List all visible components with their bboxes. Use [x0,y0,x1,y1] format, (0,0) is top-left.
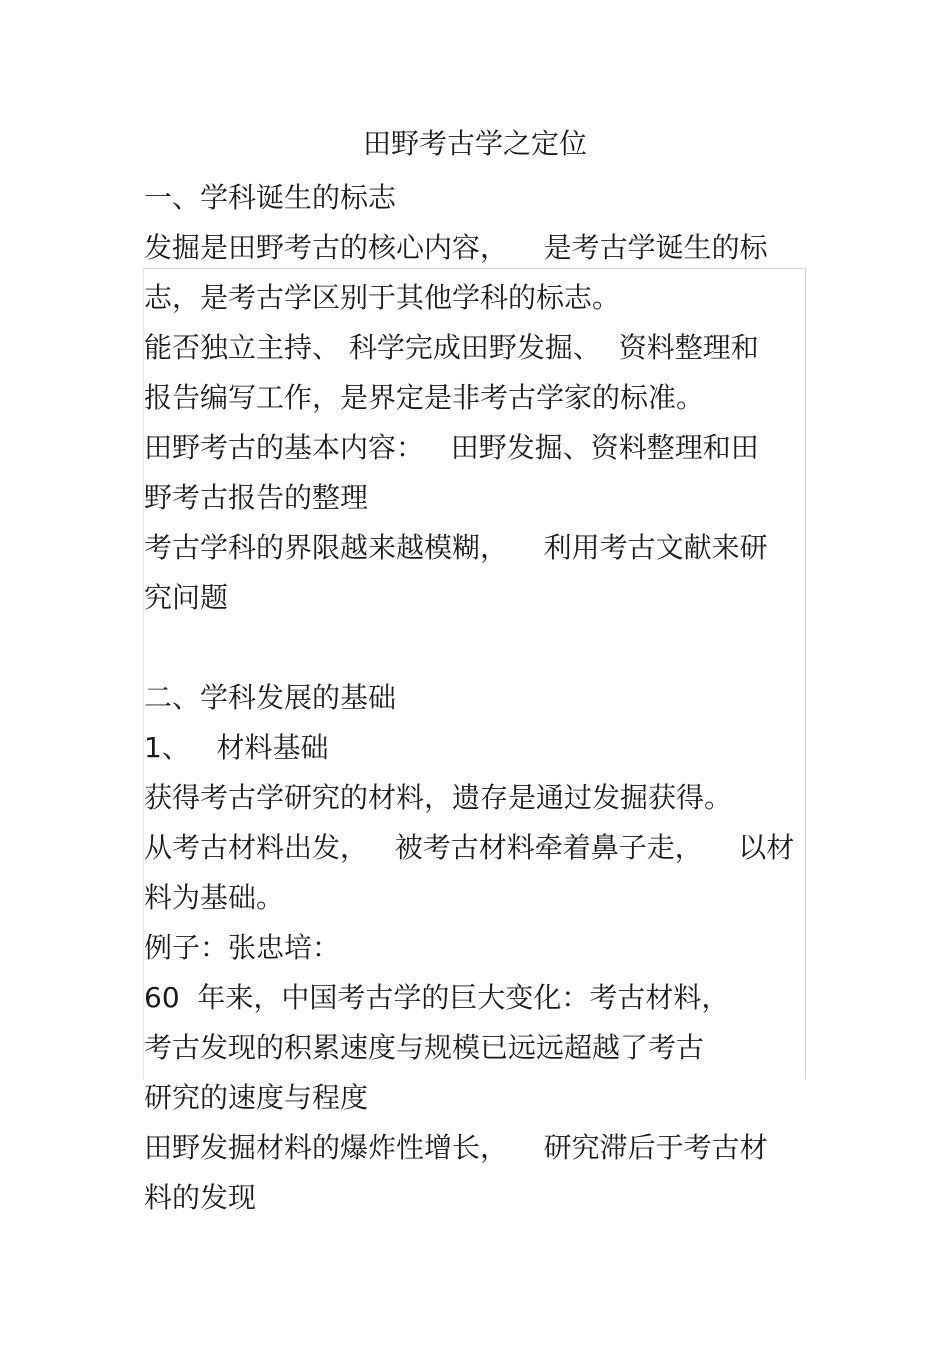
blank-line [144,623,804,673]
paragraph-line: 究问题 [144,581,229,614]
paragraph-line: 考古发现的积累速度与规模已远远超越了考古 [144,1031,705,1064]
paragraph-line: 野考古报告的整理 [144,481,369,514]
paragraph-line: 从考古材料出发， 被考古材料牵着鼻子走， 以材 [144,831,795,864]
paragraph-line: 料为基础。 [144,881,285,914]
paragraph-line: 发掘是田野考古的核心内容， 是考古学诞生的标 [144,231,768,264]
heading-section-1: 一、学科诞生的标志 [144,181,397,214]
paragraph-line: 考古学科的界限越来越模糊， 利用考古文献来研 [144,531,768,564]
subheading-material-basis: 1、 材料基础 [144,731,329,764]
paragraph-line: 研究的速度与程度 [144,1081,369,1114]
paragraph-line: 报告编写工作，是界定是非考古学家的标准。 [144,381,705,414]
document-title: 田野考古学之定位 [362,127,587,160]
paragraph-line: 能否独立主持、 科学完成田野发掘、 资料整理和 [144,331,759,364]
document-body [144,173,804,1223]
paragraph-line: 田野发掘材料的爆炸性增长， 研究滞后于考古材 [144,1131,768,1164]
paragraph-line: 例子：张忠培： [144,931,341,964]
paragraph-line: 获得考古学研究的材料，遗存是通过发掘获得。 [144,781,733,814]
paragraph-line: 料的发现 [144,1181,257,1214]
heading-section-2: 二、学科发展的基础 [144,681,397,714]
paragraph-line: 60 年来，中国考古学的巨大变化：考古材料， [144,981,730,1014]
paragraph-line: 志，是考古学区别于其他学科的标志。 [144,281,621,314]
paragraph-line: 田野考古的基本内容： 田野发掘、资料整理和田 [144,431,759,464]
